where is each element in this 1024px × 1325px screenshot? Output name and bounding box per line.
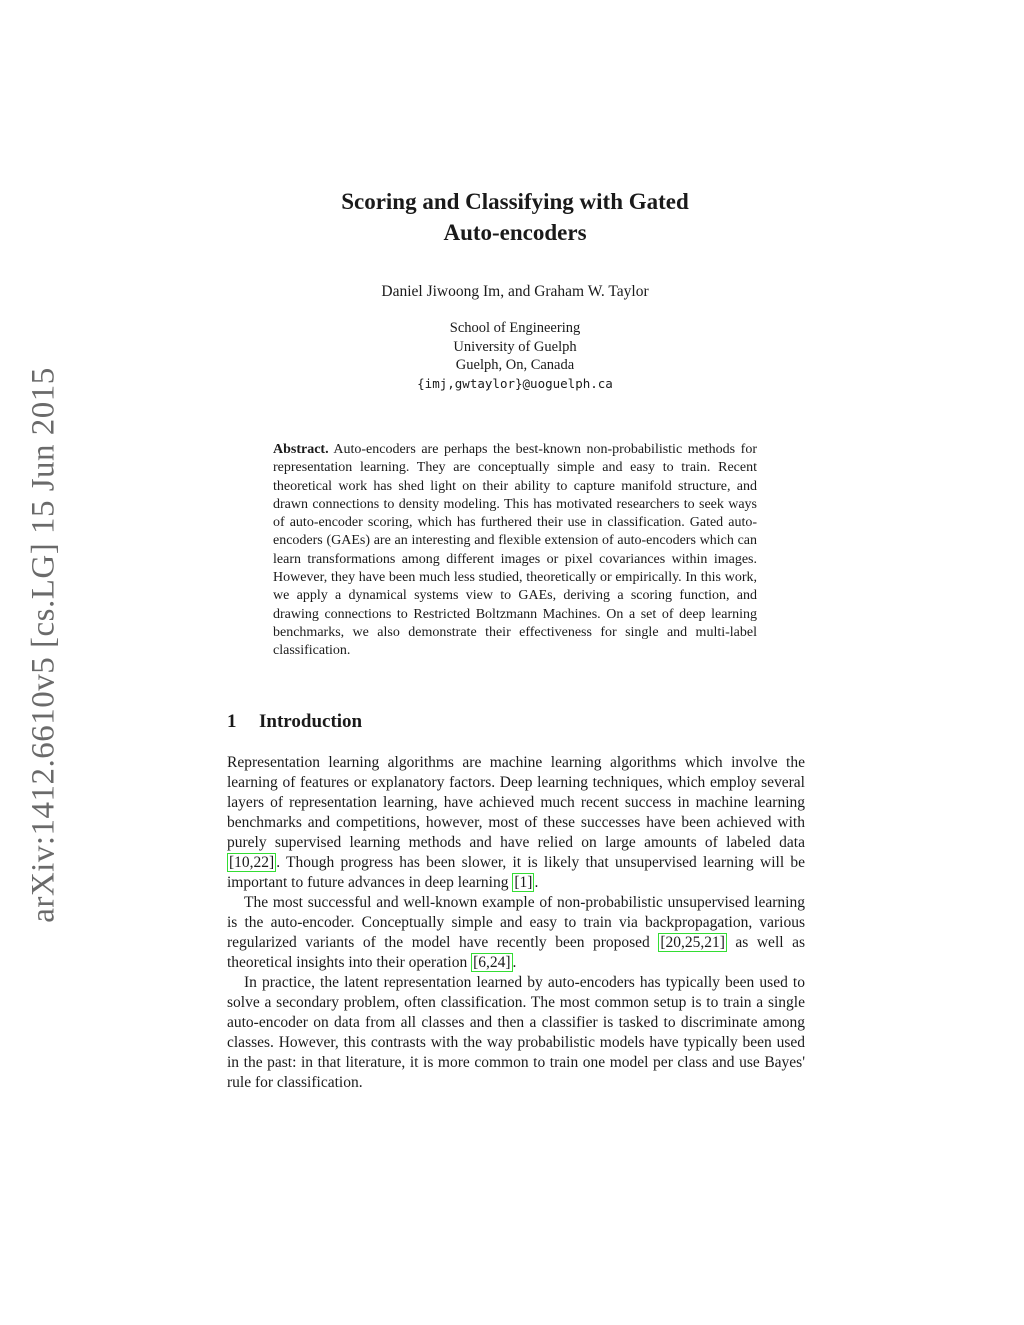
paragraph-1-text-b: . Though progress has been slower, it is likely that unsupervised learning will be important to future advances in deep learning	[227, 854, 805, 891]
section-heading-introduction	[227, 711, 362, 733]
citation-link[interactable]: [20,25,21]	[660, 934, 725, 951]
arxiv-identifier-stamp: arXiv:1412.6610v5 [cs.LG] 15 Jun 2015	[25, 367, 62, 923]
paragraph-2	[227, 893, 805, 973]
citation-link[interactable]: [10,22]	[229, 854, 275, 871]
paragraph-1-text-a: Representation learning algorithms are machine learning algorithms which involve the learning of features or explanatory factors. Deep learning techniques, which employ several layers of representation learning, have achieved much recent success in machine learning benchmarks and competitions, however, most of these successes have been achieved with purely supervised learning methods and have relied on large amounts of labeled data	[227, 754, 805, 851]
paragraph-2-text-a: The most successful and well-known example of non-probabilistic unsupervised learning is the auto-encoder. Conceptually simple and easy to train via backpropagation, various regularized variants of the model have recently been proposed	[227, 894, 805, 951]
author-list: Daniel Jiwoong Im, and Graham W. Taylor	[381, 283, 649, 300]
affiliation-line-1: School of Engineering	[449, 320, 581, 336]
paragraph-2-text-c: .	[512, 954, 517, 971]
title-line-1: Scoring and Classifying with Gated	[341, 189, 689, 214]
paragraph-1	[227, 753, 805, 893]
section-title: Introduction	[259, 711, 363, 732]
citation-link[interactable]: [1]	[514, 874, 533, 891]
abstract-label: Abstract.	[273, 442, 329, 457]
affiliation-line-2: University of Guelph	[453, 338, 577, 355]
affiliation-block	[230, 319, 800, 393]
paragraph-1-text-c: .	[534, 874, 539, 891]
introduction-body	[227, 753, 805, 1093]
paper-title	[230, 186, 800, 248]
author-email: {imj,gwtaylor}@uoguelph.ca	[417, 375, 613, 391]
title-line-2: Auto-encoders	[443, 220, 587, 245]
abstract	[273, 441, 757, 661]
paragraph-3: In practice, the latent representation learned by auto-encoders has typically been used to solve a secondary problem, often classification. The most common setup is to train a single auto-encoder on data from all classes and then a classifier is tasked to discriminate among classes. However, this contrasts with the way probabilistic models have typically been used in the past: in that literature, it is more common to train one model per class and use Bayes' rule for classification.	[227, 974, 805, 1091]
paragraph-2-text-b: as well as theoretical insights into their operation	[227, 934, 805, 971]
section-number: 1	[227, 711, 237, 732]
abstract-text: Auto-encoders are perhaps the best-known non-probabilistic methods for representation learning. They are conceptually simple and easy to train. Recent theoretical work has shed light on their ability to capture manifold structure, and drawn connections to density modeling. This has motivated researchers to seek ways of auto-encoder scoring, which has furthered their use in classification. Gated auto-encoders (GAEs) are an interesting and flexible extension of auto-encoders which can learn transformations among different images or pixel covariances within images. However, they have been much less studied, theoretically or empirically. In this work, we apply a dynamical systems view to GAEs, deriving a scoring function, and drawing connections to Restricted Boltzmann Machines. On a set of deep learning benchmarks, we also demonstrate their effectiveness for single and multi-label classification.	[273, 442, 757, 659]
affiliation-line-3: Guelph, On, Canada	[455, 357, 575, 373]
citation-link[interactable]: [6,24]	[473, 954, 511, 971]
